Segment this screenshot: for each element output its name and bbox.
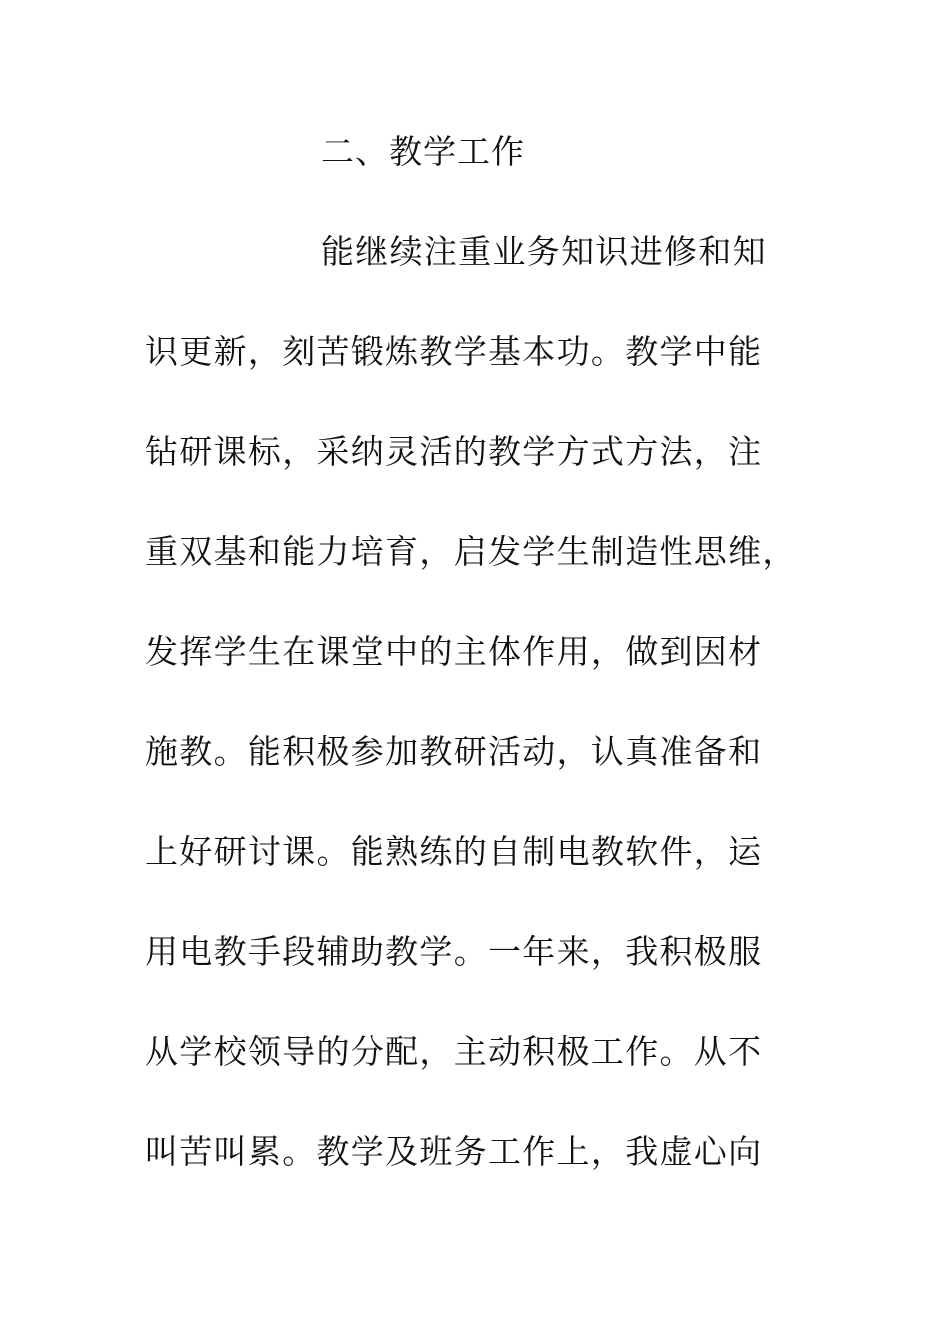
paragraph-line: 识更新，刻苦锻炼教学基本功。教学中能 [145, 332, 763, 371]
paragraph-line: 能继续注重业务知识进修和知 [321, 232, 767, 271]
paragraph-line: 上好研讨课。能熟练的自制电教软件，运 [145, 832, 763, 871]
paragraph-line: 施教。能积极参加教研活动，认真准备和 [145, 732, 763, 771]
paragraph-line: 钻研课标，采纳灵活的教学方式方法，注 [145, 432, 763, 471]
paragraph-line: 用电教手段辅助教学。一年来，我积极服 [145, 932, 763, 971]
paragraph-line: 发挥学生在课堂中的主体作用，做到因材 [145, 632, 763, 671]
paragraph-line: 叫苦叫累。教学及班务工作上，我虚心向 [145, 1132, 763, 1171]
section-heading: 二、教学工作 [321, 132, 525, 171]
paragraph-line: 从学校领导的分配，主动积极工作。从不 [145, 1032, 763, 1071]
paragraph-line: 重双基和能力培育，启发学生制造性思维， [145, 532, 797, 571]
